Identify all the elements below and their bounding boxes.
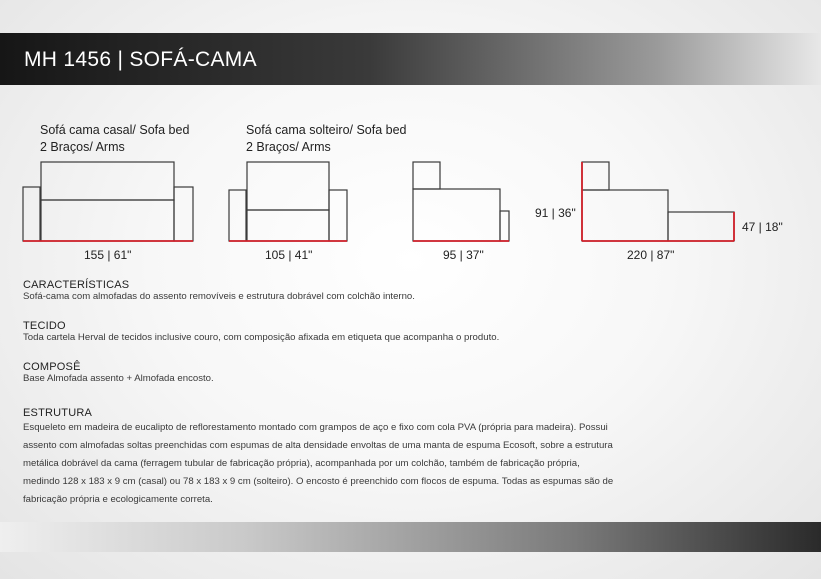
casal-right-arm (174, 187, 193, 241)
section-title: ESTRUTURA (23, 407, 93, 419)
section-title: TECIDO (23, 320, 66, 332)
profile-seat (668, 212, 734, 241)
section-tecido (23, 320, 499, 344)
profile-back-height-value: 91 | 36" (535, 206, 576, 220)
diagram-side (413, 162, 509, 241)
section-text-line: medindo 128 x 183 x 9 cm (casal) ou 78 x 183 x 9 cm (solteiro). O encosto é preenchido com flocos de espuma. Todas as espumas são de (23, 476, 614, 487)
diagram-casal (23, 162, 193, 241)
section-text-line: metálica dobrável da cama (ferragem tubular de fabricação própria), acompanhada por um colchão, também de fabricação própria, (23, 458, 580, 469)
solteiro-width-value: 105 | 41" (265, 248, 313, 262)
casal-seat (41, 200, 174, 241)
model-casal-label: Sofá cama casal/ Sofa bed (40, 123, 190, 137)
section-estrutura (23, 407, 613, 509)
page-title: MH 1456 | SOFÁ-CAMA (24, 48, 257, 71)
side-depth-value: 95 | 37" (443, 248, 484, 262)
side-arm (500, 211, 509, 241)
diagram-solteiro (229, 162, 347, 241)
profile-body (582, 190, 668, 241)
solteiro-right-arm (329, 190, 347, 241)
section-text: Sofá-cama com almofadas do assento removíveis e estrutura dobrável com colchão interno. (23, 291, 415, 302)
side-back-cushion (413, 162, 440, 189)
section-text-line: assento com almofadas soltas preenchidas com espumas de alta densidade envoltas de uma manta de espuma Ecosoft, sobre a estrutura (23, 440, 613, 451)
section-text-line: Esqueleto em madeira de eucalipto de reflorestamento montado com grampos de aço e fixo com cola PVA (própria para madeira). Possui (23, 422, 608, 433)
section-title: CARACTERÍSTICAS (23, 279, 130, 291)
model-solteiro-label: Sofá cama solteiro/ Sofa bed (246, 123, 407, 137)
section-text: Toda cartela Herval de tecidos inclusive couro, com composição afixada em etiqueta que acompanha o produto. (23, 332, 500, 343)
model-casal-arms: 2 Braços/ Arms (40, 140, 125, 154)
section-text-line: fabricação própria e ecologicamente correta. (23, 494, 213, 505)
solteiro-seat (247, 210, 329, 241)
casal-left-arm (23, 187, 40, 241)
section-text: Base Almofada assento + Almofada encosto. (23, 373, 214, 384)
profile-depth-value: 220 | 87" (627, 248, 675, 262)
section-caracteristicas (23, 279, 415, 303)
footer-band (0, 522, 821, 552)
casal-back (41, 162, 174, 200)
casal-width-value: 155 | 61" (84, 248, 132, 262)
side-body (413, 189, 500, 241)
section-compose (23, 361, 214, 385)
diagram-profile (582, 162, 734, 241)
model-solteiro-arms: 2 Braços/ Arms (246, 140, 331, 154)
profile-back-top (582, 162, 609, 190)
solteiro-back (247, 162, 329, 210)
profile-seat-height-value: 47 | 18" (742, 220, 783, 234)
section-title: COMPOSÊ (23, 361, 81, 373)
solteiro-left-arm (229, 190, 246, 241)
